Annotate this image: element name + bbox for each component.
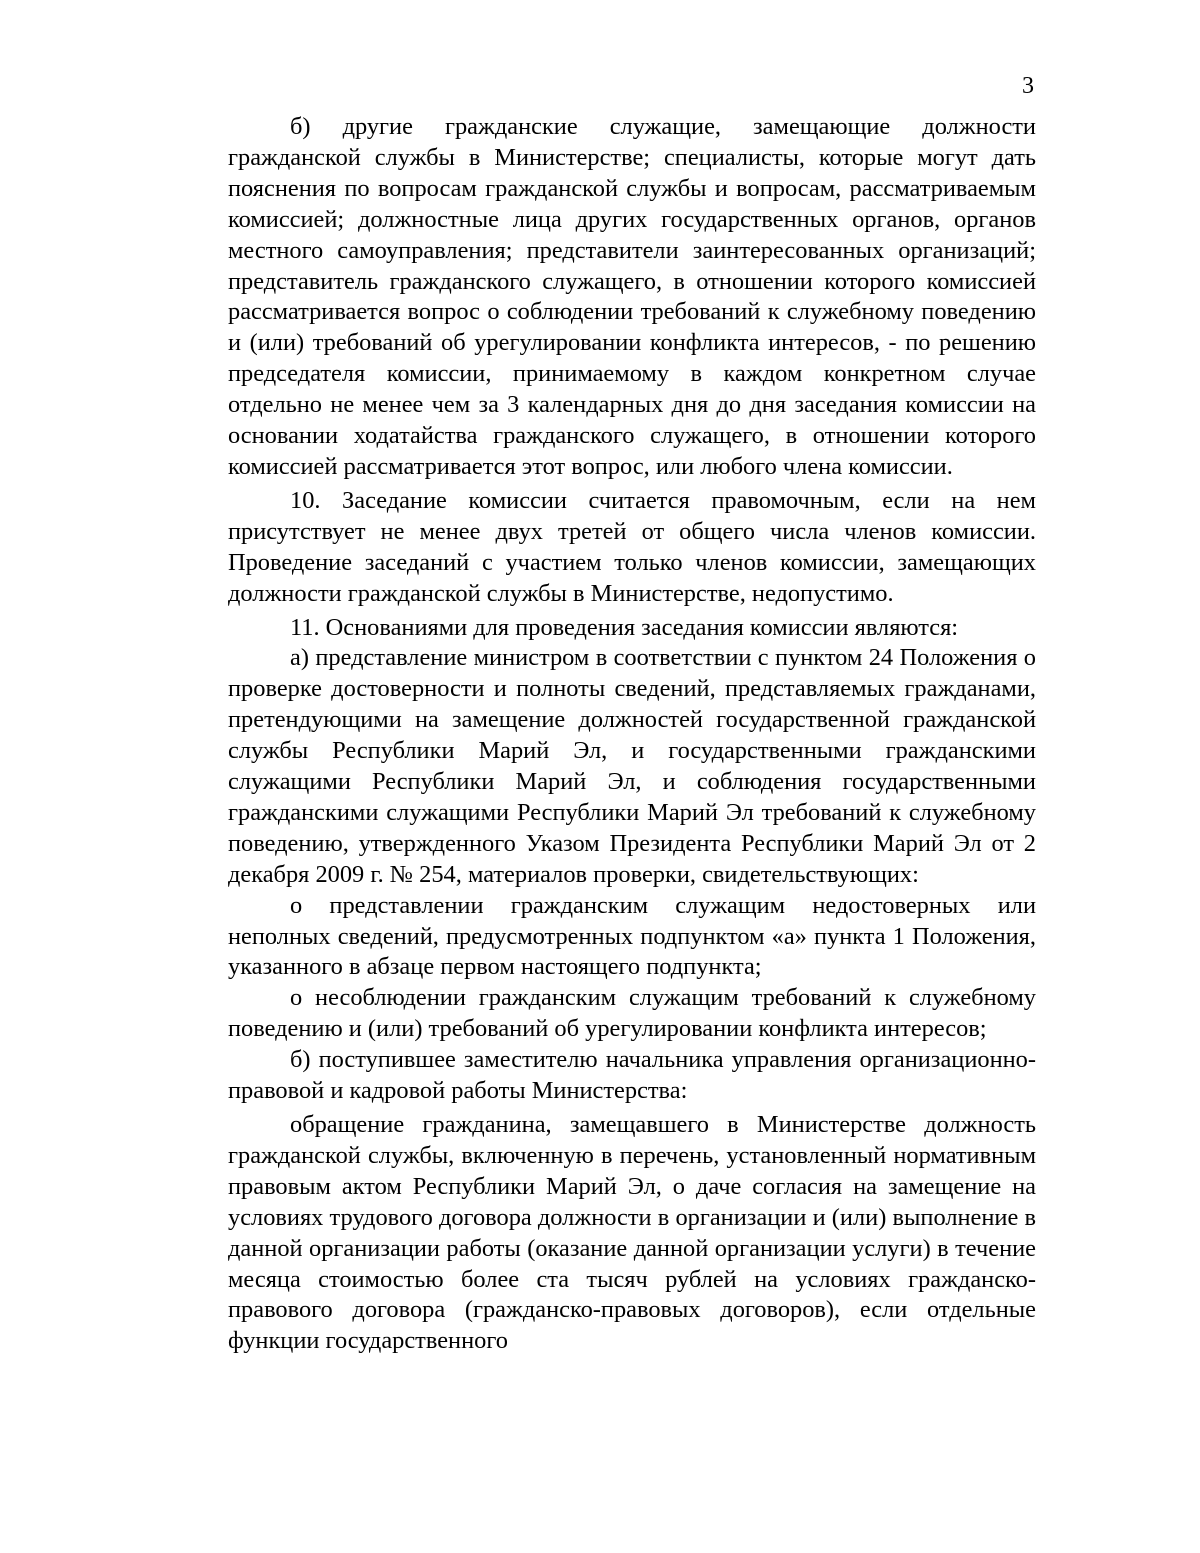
paragraph-other-civil-servants: б) другие гражданские служащие, замещающие должности гражданской службы в Министерстве; специалисты, которые могут дать пояснения по вопросам гражданской службы и вопросам, рассматриваемым комиссией; должностные лица других государственных органов, органов местного самоуправления; представители заинтересованных организаций; представитель гражданского служащего, в отношении которого комиссией рассматривается вопрос о соблюдении требований к служебному поведению и (или) требований об урегулировании конфликта интересов, - по решению председателя комиссии, принимаемому в каждом конкретном случае отдельно не менее чем за 3 календарных дня до дня заседания комиссии на основании ходатайства гражданского служащего, в отношении которого комиссией рассматривается этот вопрос, или любого члена комиссии. [228, 113, 1036, 480]
paragraph-noncompliance: о несоблюдении гражданским служащим требований к служебному поведению и (или) требований об урегулировании конфликта интересов; [228, 984, 1036, 1043]
page-number: 3 [1022, 73, 1034, 99]
paragraph-quorum: 10. Заседание комиссии считается правомочным, если на нем присутствует не менее двух третей от общего числа членов комиссии. Проведение заседаний с участием только членов комиссии, замещающих должности гражданской службы в Министерстве, недопустимо. [228, 486, 1036, 607]
document-body [228, 112, 1036, 1357]
paragraph-false-information: о представлении гражданским служащим недостоверных или неполных сведений, предусмотренных подпунктом «а» пункта 1 Положения, указанного в абзаце первом настоящего подпункта; [228, 891, 1036, 981]
paragraph-citizen-request: обращение гражданина, замещавшего в Министерстве должность гражданской службы, включенную в перечень, установленный нормативным правовым актом Республики Марий Эл, о даче согласия на замещение на условиях трудового договора должности в организации и (или) выполнение в данной организации работы (оказание данной организации услуги) в течение месяца стоимостью более ста тысяч рублей на условиях гражданско-правового договора (гражданско-правовых договоров), если отдельные функции государственного [228, 1111, 1036, 1355]
paragraph-grounds-b: б) поступившее заместителю начальника управления организационно-правовой и кадровой работы Министерства: [228, 1046, 1036, 1105]
paragraph-grounds: 11. Основаниями для проведения заседания комиссии являются: [290, 613, 959, 641]
paragraph-grounds-a: а) представление министром в соответствии с пунктом 24 Положения о проверке достоверности и полноты сведений, представляемых гражданами, претендующими на замещение должностей государственной гражданской службы Республики Марий Эл, и государственными гражданскими служащими Республики Марий Эл, и соблюдения государственными гражданскими служащими Республики Марий Эл требований к служебному поведению, утвержденного Указом Президента Республики Марий Эл от 2 декабря 2009 г. № 254, материалов проверки, свидетельствующих: [228, 644, 1036, 888]
